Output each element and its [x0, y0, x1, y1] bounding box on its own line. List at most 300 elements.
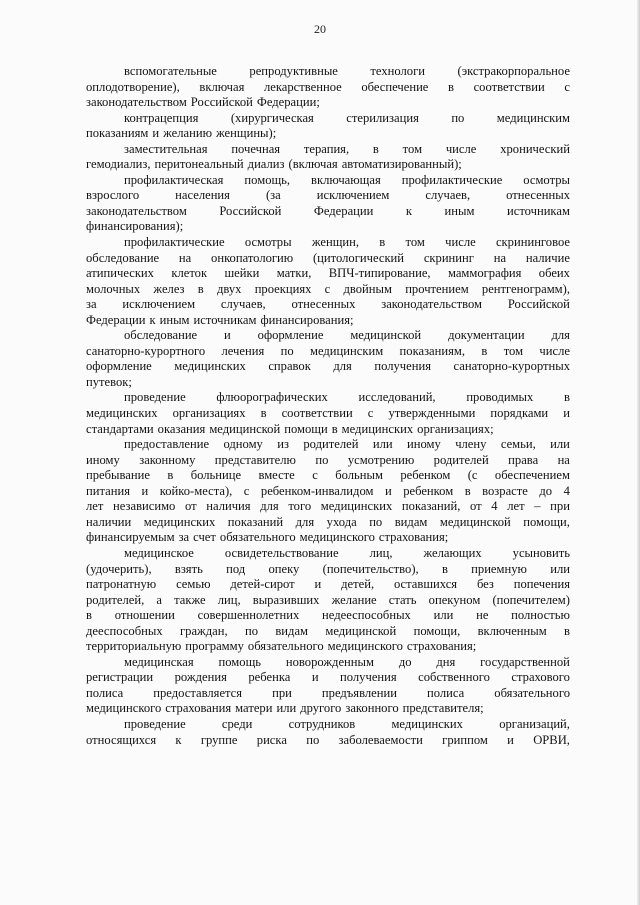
- word: источникам: [193, 312, 257, 327]
- word: того: [288, 499, 312, 514]
- word: том: [402, 141, 423, 156]
- word: страхования;: [378, 530, 449, 545]
- word: родителей,: [86, 592, 145, 607]
- word: для: [333, 359, 352, 374]
- word: в: [197, 281, 204, 296]
- word: исследований,: [358, 390, 436, 405]
- word: соответствии: [281, 406, 353, 421]
- word: лиц,: [369, 545, 393, 560]
- word: Федерации: [313, 203, 374, 218]
- text-line: [86, 608, 570, 624]
- word: на: [557, 452, 570, 467]
- text-line: [86, 733, 570, 749]
- word: для: [260, 499, 279, 514]
- word: с: [564, 79, 570, 94]
- text-line: [86, 111, 570, 127]
- word: стать: [388, 592, 417, 607]
- word: риска: [256, 732, 287, 747]
- text-line: [86, 173, 570, 189]
- word: оформление: [86, 359, 152, 374]
- word: обеспечение: [361, 79, 429, 94]
- word: отнесенных: [291, 297, 356, 312]
- word: обязательного: [494, 685, 570, 700]
- word: видам: [394, 514, 428, 529]
- word: граждан,: [179, 623, 228, 638]
- word: медицинской: [325, 623, 397, 638]
- word: для: [295, 514, 315, 529]
- text-line: [86, 484, 570, 500]
- word: совершеннолетних: [197, 608, 300, 623]
- word: помощь: [218, 654, 262, 669]
- word: законному: [139, 452, 196, 467]
- text-line: [86, 64, 570, 80]
- text-line: [86, 204, 570, 220]
- word: гриппом: [442, 732, 488, 747]
- word: источникам: [506, 203, 570, 218]
- word: соответствии: [473, 79, 545, 94]
- word: до: [539, 483, 553, 498]
- word: больным: [335, 468, 383, 483]
- word: в: [564, 623, 570, 638]
- word: случаев,: [425, 188, 471, 203]
- word: технологи: [370, 64, 425, 78]
- word: профилактические: [401, 172, 503, 187]
- word: терапия,: [303, 141, 350, 156]
- word: медицинских: [391, 716, 463, 731]
- word: желанию: [163, 126, 213, 141]
- word: матери: [235, 701, 273, 716]
- word: организаций,: [499, 716, 570, 731]
- word: –: [534, 499, 541, 514]
- word: медицинского: [327, 639, 403, 654]
- word: оформление: [257, 328, 324, 343]
- word: видам: [275, 623, 309, 638]
- text-line: [86, 251, 570, 267]
- word: ребенком-инвалидом: [260, 483, 374, 498]
- text-line: [86, 670, 570, 686]
- word: патронатную: [86, 577, 157, 592]
- text-line: [86, 80, 570, 96]
- word: (с: [467, 468, 478, 483]
- word: родителей: [433, 452, 489, 467]
- word: прочтением: [405, 281, 469, 296]
- word: до: [398, 654, 412, 669]
- word: желание: [331, 592, 377, 607]
- text-line: [86, 142, 570, 158]
- word: счет: [193, 530, 216, 545]
- word: медицинским: [310, 343, 384, 358]
- word: утвержденными: [388, 406, 476, 421]
- word: также: [174, 592, 206, 607]
- word: помощи,: [523, 514, 570, 529]
- word: наличие: [525, 250, 570, 265]
- text-line: [86, 515, 570, 531]
- word: заболеваемости: [338, 732, 423, 747]
- word: ребенка: [248, 670, 291, 685]
- word: 4: [563, 483, 570, 498]
- word: страхования: [165, 701, 232, 716]
- word: независимо: [113, 499, 176, 514]
- word: предоставляется: [153, 685, 243, 700]
- word: ВПЧ-типирование,: [328, 266, 431, 281]
- word: в: [372, 141, 379, 156]
- word: санаторно-курортных: [453, 359, 570, 374]
- word: включенным: [477, 623, 547, 638]
- word: (экстракорпоральное: [457, 64, 570, 78]
- word: опекуном: [428, 592, 481, 607]
- word: помощи,: [413, 623, 461, 638]
- word: за: [86, 297, 97, 312]
- word: числе: [445, 235, 476, 250]
- word: среди: [221, 716, 253, 731]
- word: группе: [200, 732, 238, 747]
- word: (попечителем): [492, 592, 570, 607]
- text-line: [86, 717, 570, 733]
- word: медицинским: [496, 110, 570, 125]
- word: ОРВИ,: [533, 732, 570, 747]
- word: полиса: [427, 685, 465, 700]
- word: скрининг: [423, 250, 474, 265]
- word: сотрудников: [288, 716, 356, 731]
- text-line: [86, 235, 570, 251]
- word: полностью: [511, 608, 570, 623]
- word: исключением: [122, 297, 196, 312]
- text-line: [86, 375, 570, 391]
- word: двух: [216, 281, 242, 296]
- word: законодательством: [381, 297, 483, 312]
- word: диализ: [247, 157, 285, 172]
- word: питания: [86, 483, 130, 498]
- word: гемодиализ,: [86, 157, 151, 172]
- word: Российской: [507, 297, 570, 312]
- word: и: [311, 670, 319, 685]
- word: стандартами: [86, 421, 154, 436]
- word: лет: [86, 499, 104, 514]
- word: показаниям,: [399, 343, 466, 358]
- word: отнесенных: [506, 188, 570, 203]
- word: с: [243, 483, 250, 498]
- text-line: [86, 95, 570, 111]
- word: Российской: [219, 203, 282, 218]
- word: обязательного: [219, 530, 296, 545]
- word: койко-места),: [159, 483, 233, 498]
- text-line: [86, 499, 570, 515]
- word: Федерации;: [256, 95, 320, 110]
- word: и: [224, 328, 231, 343]
- text-line: [86, 328, 570, 344]
- text-line: [86, 453, 570, 469]
- word: предъявлении: [321, 685, 397, 700]
- word: организациях;: [417, 421, 494, 436]
- text-line: [86, 655, 570, 671]
- word: оплодотворение),: [86, 79, 180, 94]
- word: помощи: [284, 421, 328, 436]
- word: и: [141, 483, 149, 498]
- word: обеспечением: [494, 468, 570, 483]
- word: перитонеальный: [154, 157, 244, 172]
- word: детей-сирот: [230, 577, 295, 592]
- text-line: [86, 530, 570, 546]
- word: медицинского: [86, 701, 162, 716]
- word: не: [476, 608, 489, 623]
- word: желез: [153, 281, 185, 296]
- word: от: [470, 499, 482, 514]
- word: законодательством: [86, 95, 187, 110]
- text-line: [86, 422, 570, 438]
- word: (удочерить),: [86, 561, 152, 576]
- word: обследование: [86, 250, 160, 265]
- text-line: [86, 344, 570, 360]
- word: контрацепция: [124, 110, 199, 125]
- word: оставшихся: [393, 577, 458, 592]
- text-line: [86, 546, 570, 562]
- word: без: [476, 577, 494, 592]
- word: медицинских: [86, 406, 158, 421]
- word: или: [433, 608, 454, 623]
- word: а: [156, 592, 162, 607]
- word: в: [564, 390, 570, 405]
- word: профилактическая: [124, 172, 224, 187]
- word: медицинских: [143, 514, 216, 529]
- word: отношении: [114, 608, 175, 623]
- word: наличии: [86, 514, 132, 529]
- word: путевок;: [86, 374, 132, 389]
- word: медицинская: [124, 654, 194, 669]
- text-line: [86, 313, 570, 329]
- word: и: [152, 126, 160, 141]
- word: медицинских: [341, 421, 414, 436]
- word: больнице: [190, 468, 242, 483]
- word: от: [184, 499, 197, 514]
- word: скрининговое: [495, 235, 570, 250]
- word: взрослого: [86, 188, 140, 203]
- word: случаев,: [220, 297, 266, 312]
- word: по: [280, 343, 294, 358]
- word: (хирургическая: [230, 110, 314, 125]
- word: проводимых: [466, 390, 534, 405]
- word: финансирования);: [86, 219, 184, 234]
- word: иному: [86, 452, 120, 467]
- word: территориальную: [86, 639, 182, 654]
- text-line: [86, 562, 570, 578]
- word: в: [448, 79, 454, 94]
- word: медицинской: [439, 514, 511, 529]
- word: в: [86, 608, 92, 623]
- text-line: [86, 126, 570, 142]
- text-line: [86, 624, 570, 640]
- word: санаторно-курортного: [86, 343, 206, 358]
- word: числе: [445, 141, 477, 156]
- word: рождения: [174, 670, 227, 685]
- word: порядками: [490, 406, 549, 421]
- word: к: [405, 203, 413, 218]
- word: обследование: [124, 328, 198, 343]
- word: члену: [455, 437, 487, 452]
- word: маммография: [447, 266, 522, 281]
- word: проекциях: [254, 281, 312, 296]
- word: родителей: [303, 437, 359, 452]
- word: иному: [406, 437, 441, 452]
- text-line: [86, 390, 570, 406]
- word: медицинских: [174, 359, 246, 374]
- word: выразивших: [252, 592, 320, 607]
- word: представителю: [214, 452, 296, 467]
- word: клеток: [171, 266, 208, 281]
- word: медицинской: [209, 421, 281, 436]
- word: документации: [448, 328, 525, 343]
- word: матки,: [276, 266, 312, 281]
- word: по: [451, 110, 465, 125]
- word: страхового: [511, 670, 570, 685]
- word: том: [405, 235, 425, 250]
- word: детей,: [341, 577, 375, 592]
- word: лиц,: [217, 592, 241, 607]
- word: стерилизация: [346, 110, 419, 125]
- word: на: [178, 250, 192, 265]
- word: ухода: [326, 514, 357, 529]
- word: в: [260, 406, 267, 421]
- word: недееспособных: [322, 608, 411, 623]
- word: с: [324, 281, 331, 296]
- word: почечная: [231, 141, 281, 156]
- word: предоставление: [124, 437, 210, 452]
- text-line: [86, 219, 570, 235]
- text-line: [86, 639, 570, 655]
- word: в: [167, 468, 174, 483]
- word: (включая: [288, 157, 338, 172]
- word: лекарственное: [263, 79, 342, 94]
- word: иным: [159, 312, 190, 327]
- word: семью: [176, 577, 211, 592]
- word: репродуктивные: [249, 64, 338, 78]
- word: включая: [199, 79, 245, 94]
- text-line: [86, 157, 570, 173]
- word: при: [550, 499, 570, 514]
- word: под: [226, 561, 246, 576]
- word: автоматизированный);: [341, 157, 462, 172]
- text-line: [86, 359, 570, 375]
- word: женщины);: [216, 126, 277, 141]
- word: лечения: [221, 343, 265, 358]
- word: полиса: [86, 685, 124, 700]
- word: иным: [444, 203, 475, 218]
- word: в: [331, 421, 338, 436]
- word: права: [508, 452, 539, 467]
- word: освидетельствование: [224, 545, 339, 560]
- word: вместе: [258, 468, 295, 483]
- word: взять: [174, 561, 203, 576]
- word: с: [367, 406, 374, 421]
- word: финансируемым: [86, 530, 175, 545]
- word: ребенком: [403, 483, 454, 498]
- word: финансирования;: [260, 312, 354, 327]
- word: обязательного: [247, 639, 324, 654]
- word: семьи,: [500, 437, 536, 452]
- word: наличия: [206, 499, 251, 514]
- word: двойным: [343, 281, 392, 296]
- word: лет: [507, 499, 525, 514]
- word: законного: [345, 701, 399, 716]
- word: или: [550, 561, 570, 576]
- word: собственного: [418, 670, 490, 685]
- word: желающих: [423, 545, 482, 560]
- word: обеих: [538, 266, 570, 281]
- document-body: [86, 64, 570, 748]
- word: населения: [175, 188, 230, 203]
- word: по: [306, 732, 320, 747]
- text-line: [86, 468, 570, 484]
- word: медицинской: [350, 328, 422, 343]
- word: в: [441, 561, 448, 576]
- word: медицинских: [320, 499, 393, 514]
- word: показаниям: [86, 126, 149, 141]
- word: помощь,: [244, 172, 291, 187]
- word: и: [507, 732, 514, 747]
- text-line: [86, 437, 570, 453]
- word: в: [464, 483, 471, 498]
- word: заместительная: [124, 141, 208, 156]
- word: осмотры: [523, 172, 570, 187]
- text-line: [86, 593, 570, 609]
- word: или: [372, 437, 393, 452]
- word: государственной: [480, 654, 570, 669]
- word: при: [272, 685, 292, 700]
- word: в: [379, 235, 386, 250]
- word: справок: [268, 359, 311, 374]
- word: числе: [539, 343, 570, 358]
- word: пребывание: [86, 468, 150, 483]
- word: по: [244, 623, 259, 638]
- word: с: [312, 468, 318, 483]
- word: Российской: [190, 95, 253, 110]
- word: и: [314, 577, 322, 592]
- word: атипических: [86, 266, 154, 281]
- word: возрасте: [482, 483, 528, 498]
- word: в: [481, 343, 488, 358]
- word: программу: [185, 639, 244, 654]
- word: Федерации: [86, 312, 146, 327]
- word: усмотрению: [347, 452, 415, 467]
- word: (за: [265, 188, 281, 203]
- word: к: [175, 732, 182, 747]
- word: для: [551, 328, 570, 343]
- word: исключением: [316, 188, 390, 203]
- word: или: [276, 701, 297, 716]
- word: по: [315, 452, 329, 467]
- word: том: [503, 343, 524, 358]
- word: онкопатологию: [211, 250, 294, 265]
- word: молочных: [86, 281, 141, 296]
- word: и: [384, 483, 392, 498]
- word: дееспособных: [86, 623, 163, 638]
- word: получения: [340, 670, 397, 685]
- word: дня: [436, 654, 456, 669]
- word: страхования;: [406, 639, 477, 654]
- word: (цитологический: [312, 250, 405, 265]
- word: из: [277, 437, 289, 452]
- word: или: [550, 437, 570, 452]
- word: регистрации: [86, 670, 154, 685]
- word: проведение: [124, 716, 186, 731]
- word: (попечительство),: [322, 561, 419, 576]
- word: на: [493, 250, 507, 265]
- word: вспомогательные: [124, 64, 217, 78]
- word: 4: [491, 499, 498, 514]
- word: показаний,: [401, 499, 461, 514]
- word: профилактические: [124, 235, 225, 250]
- word: медицинского: [299, 530, 375, 545]
- word: осмотры: [244, 235, 292, 250]
